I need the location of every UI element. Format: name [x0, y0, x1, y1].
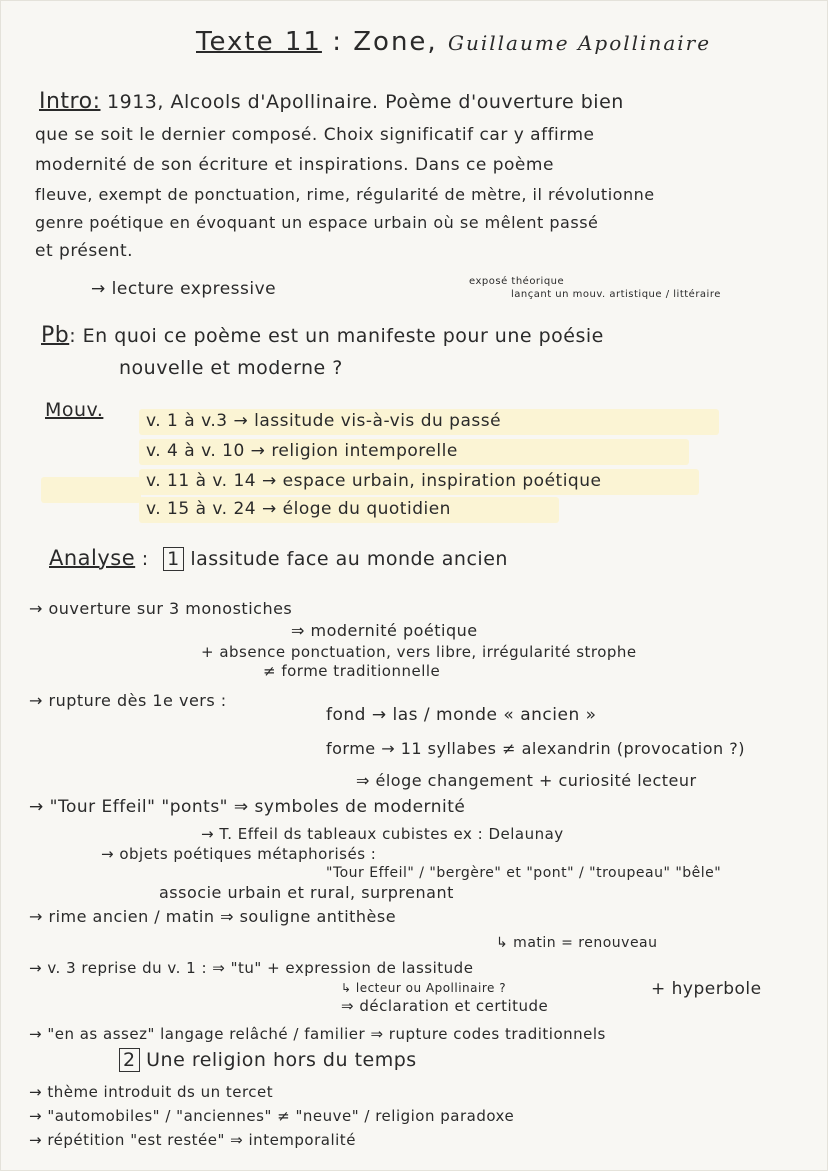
analysis-line: + absence ponctuation, vers libre, irrégularité strophe — [201, 643, 637, 661]
highlight-4 — [41, 477, 141, 503]
analysis-heading: Analyse : 1 lassitude face au monde ancien — [49, 546, 508, 570]
part2-number: 2 — [119, 1048, 140, 1072]
analysis-line: ⇒ modernité poétique — [291, 621, 478, 640]
part1-title: lassitude face au monde ancien — [190, 548, 508, 570]
analysis-line: ↳ lecteur ou Apollinaire ? — [341, 981, 507, 995]
analysis-line: → rupture dès 1e vers : — [29, 691, 227, 710]
intro-label: Intro: — [39, 89, 101, 114]
intro-line-5: genre poétique en évoquant un espace urbain où se mêlent passé — [35, 213, 599, 232]
intro-line-6: et présent. — [35, 241, 134, 261]
analysis-line: ≠ forme traditionnelle — [263, 662, 441, 680]
intro-line-1 — [39, 89, 624, 114]
analysis-line: associe urbain et rural, surprenant — [159, 883, 454, 902]
part2-line: → thème introduit ds un tercet — [29, 1083, 274, 1101]
intro-text: 1913, Alcools d'Apollinaire. Poème d'ouverture bien — [107, 91, 624, 113]
title-separator: : — [332, 27, 343, 57]
analysis-line: → objets poétiques métaphorisés : — [101, 845, 377, 863]
problem-label: Pb — [41, 323, 70, 348]
intro-line-2: que se soit le dernier composé. Choix significatif car y affirme — [35, 125, 595, 145]
analysis-label: Analyse — [49, 546, 136, 570]
part2-line: → "automobiles" / "anciennes" ≠ "neuve" / religion paradoxe — [29, 1107, 515, 1125]
analysis-line: → rime ancien / matin ⇒ souligne antithèse — [29, 907, 397, 926]
part2-line: → répétition "est restée" ⇒ intemporalité — [29, 1131, 356, 1149]
margin-note-1: exposé théorique — [469, 276, 565, 287]
part1-number: 1 — [163, 547, 184, 571]
problem-line-2: nouvelle et moderne ? — [119, 357, 343, 379]
movement-item: v. 11 à v. 14 → espace urbain, inspiration poétique — [146, 471, 602, 491]
movement-item: v. 4 à v. 10 → religion intemporelle — [146, 441, 458, 461]
analysis-line: "Tour Effeil" / "bergère" et "pont" / "troupeau" "bêle" — [326, 865, 722, 881]
analysis-line: fond → las / monde « ancien » — [326, 705, 597, 725]
part2-heading — [119, 1049, 417, 1071]
analysis-line: → "Tour Effeil" "ponts" ⇒ symboles de modernité — [29, 797, 466, 817]
analysis-line: → T. Effeil ds tableaux cubistes ex : Delaunay — [201, 825, 564, 843]
problem-text: : En quoi ce poème est un manifeste pour une poésie — [69, 325, 604, 347]
movements-label-text: Mouv. — [45, 399, 104, 421]
movement-item: v. 1 à v.3 → lassitude vis-à-vis du passé — [146, 411, 502, 431]
analysis-line: + hyperbole — [651, 979, 762, 999]
margin-note-2: lançant un mouv. artistique / littéraire — [511, 289, 721, 300]
analysis-line: → v. 3 reprise du v. 1 : ⇒ "tu" + expression de lassitude — [29, 959, 474, 977]
analysis-line: → "en as assez" langage relâché / familier ⇒ rupture codes traditionnels — [29, 1025, 606, 1043]
analysis-line: ⇒ déclaration et certitude — [341, 997, 549, 1015]
analysis-line: ↳ matin = renouveau — [496, 935, 658, 951]
reading-note: → lecture expressive — [91, 279, 277, 299]
page-title — [196, 27, 711, 57]
analysis-line: ⇒ éloge changement + curiosité lecteur — [356, 771, 697, 790]
analysis-line: → ouverture sur 3 monostiches — [29, 599, 293, 618]
movement-item: v. 15 à v. 24 → éloge du quotidien — [146, 499, 451, 519]
analysis-line: forme → 11 syllabes ≠ alexandrin (provocation ?) — [326, 739, 745, 758]
intro-line-4: fleuve, exempt de ponctuation, rime, régularité de mètre, il révolutionne — [35, 185, 655, 204]
title-work: Zone, — [353, 27, 438, 57]
part2-title: Une religion hors du temps — [146, 1049, 417, 1071]
intro-line-3: modernité de son écriture et inspirations. Dans ce poème — [35, 155, 554, 175]
title-prefix: Texte 11 — [196, 27, 322, 57]
title-author: Guillaume Apollinaire — [447, 31, 712, 55]
problem-line-1 — [41, 323, 604, 348]
movements-label — [45, 399, 103, 421]
